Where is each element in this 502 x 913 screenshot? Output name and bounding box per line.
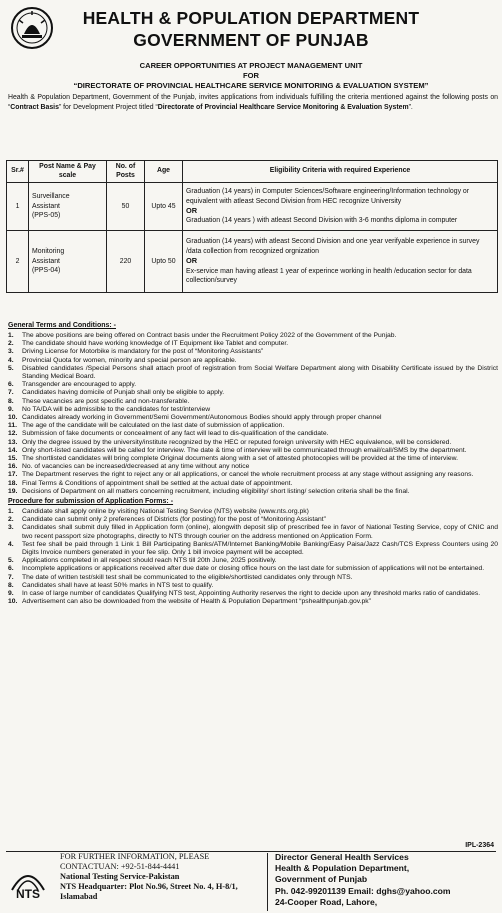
list-item [8,508,498,516]
list-item [8,447,498,455]
list-item-text: The age of the candidate will be calculated on the last date of submission of application. [22,422,285,430]
row-posts: 50 [107,183,145,231]
general-terms-heading: General Terms and Conditions: - [8,322,116,329]
row-age: Upto 50 [145,231,183,293]
list-number: 2. [8,340,14,348]
list-item [8,340,498,348]
list-item-text: Disabled candidates /Special Persons shall attach proof of registration from Social Welfare Department along with Disability Certificate issued by the District Standing Medical Board. [22,364,498,381]
list-number: 10. [8,598,18,606]
list-item [8,348,498,356]
row-eligibility: Graduation (14 years) with atleast Second Division and one year verifyable experience in survey /data collection from recognized orgnization OR Ex-service man having atleast 1 year of experince working in health /education sector for data collection/survey [183,231,498,293]
list-item-text: In case of large number of candidates Qualifying NTS test, Appointing Authority reserves the right to decide upon any threshold marks ratio of candidates. [22,590,481,598]
list-item [8,389,498,397]
list-item-text: Only the degree issued by the university/institute recognized by the HEC or reputed foreign university with HEC equivalence, will be considered. [22,438,452,446]
list-item-text: Test fee shall be paid through 1 Link 1 Bill Participating Banks/ATM/Internet Banking/Mobile Banking/Easy Paisa/Jazz Cash/TCS Express Counters using 20 Digits Invoice numbers generated in your fee slip. Only 1 bill invoice payment will be accepted. [22,540,498,557]
list-number: 12. [8,430,18,438]
list-item-text: Candidate shall apply online by visiting National Testing Service (NTS) website (www.nts.org.pk) [22,508,309,515]
nts-logo-text: NTS [16,887,40,900]
list-item [8,590,498,598]
list-number: 8. [8,397,14,405]
list-item-text: Submission of fake documents or concealment of any fact will lead to dis-qualification of the candidate. [22,430,329,438]
list-item-text: Candidates shall submit duly filled in Application form (online), alongwith deposit slip of prescribed fee in favor of National Testing Service, copy of CNIC and two recent passport size photographs, directly to NTS through courier on the address mentioned on Application Form. [22,524,498,540]
list-number: 14. [8,446,18,454]
list-item-text: Only short-listed candidates will be called for interview. The date & time of interview will be communicated through email/call/SMS by the department. [22,446,467,454]
list-item [8,582,498,590]
list-item [8,516,498,524]
list-item-text: Candidate can submit only 2 preferences of Districts (for posting) for the post of “Monitoring Assistant” [22,516,326,524]
footer [0,852,502,913]
footer-vertical-divider [267,853,268,911]
intro-paragraph: Health & Population Department, Government of the Punjab, invites applications from individuals fulfilling the criteria mentioned against the following posts on “Contract Basis” for Development Project titled “Directorate of Provincial Healthcare Service Monitoring & Evaluation System”. [8,94,498,111]
nts-contact-info: FOR FURTHER INFORMATION, PLEASE CONTACTUAN: +92-51-844-4441 National Testing Service-Pakistan NTS Headquarter: Plot No.96, Street No. 4, H-8/1, Islamabad [60,852,238,901]
list-number: 19. [8,487,18,495]
list-item-text: Candidates shall have at least 50% marks in NTS test to qualify. [22,581,214,589]
list-number: 4. [8,540,14,548]
directorate-heading: “DIRECTORATE OF PROVINCIAL HEALTHCARE SERVICE MONITORING & EVALUATION SYSTEM” [73,81,429,90]
header [0,0,502,56]
list-number: 4. [8,356,14,364]
list-item-text: Provincial Quota for women, minority and special person are applicable. [22,356,237,364]
col-age: Age [145,161,183,183]
list-number: 10. [8,414,18,422]
col-post: Post Name & Pay scale [29,161,107,183]
list-item-text: The shortlisted candidates will bring complete Original documents along with a set of attested photocopies will be provided at the time of interview. [22,455,458,463]
list-number: 9. [8,590,14,598]
nts-logo-icon [6,860,50,900]
list-item [8,480,498,488]
list-item [8,422,498,430]
list-number: 2. [8,516,14,524]
col-posts: No. of Posts [107,161,145,183]
list-item [8,524,498,540]
list-item [8,557,498,565]
list-item-text: The above positions are being offered on Contract basis under the Recruitment Policy 2022 of the Government of the Punjab. [22,332,397,339]
list-item [8,357,498,365]
list-item [8,574,498,582]
row-sr: 1 [7,183,29,231]
list-item [8,455,498,463]
list-item [8,488,498,496]
list-item-text: Final Terms & Conditions of appointment shall be settled at the actual date of appointment. [22,479,293,487]
list-item-text: Advertisement can also be downloaded from the website of Health & Population Department “pshealthpunjab.gov.pk” [22,598,371,606]
list-item-text: No TA/DA will be admissible to the candidates for test/interview [22,405,211,413]
list-number: 8. [8,581,14,589]
list-item [8,463,498,471]
row-eligibility: Graduation (14 years) in Computer Sciences/Software engineering/Information technology or equivalent with atleast Second Division from HEC recognize University OR Graduation (14 years ) with atleast Second Division with 3-6 months diploma in computer [183,183,498,231]
government-title: GOVERNMENT OF PUNJAB [133,30,369,50]
list-item [8,398,498,406]
col-eligibility: Eligibility Criteria with required Experience [183,161,498,183]
career-heading: CAREER OPPORTUNITIES AT PROJECT MANAGEMENT UNIT [139,61,363,70]
list-item [8,541,498,557]
list-number: 16. [8,463,18,471]
list-number: 9. [8,405,14,413]
row-post: Monitoring Assistant (PPS-04) [29,231,107,293]
list-number: 5. [8,364,14,372]
list-item [8,381,498,389]
list-item [8,598,498,606]
col-sr: Sr.# [7,161,29,183]
procedure-list [8,508,498,606]
list-item-text: Candidates already working in Government/Semi Government/Autonomous Bodies should apply through proper channel [22,414,382,422]
list-number: 1. [8,508,14,515]
list-item [8,565,498,573]
list-number: 6. [8,381,14,389]
list-item-text: Applications completed in all respect should reach NTS till 20th June, 2025 positively. [22,557,277,565]
list-item-text: The Department reserves the right to reject any or all applications, or cancel the whole recruitment process at any stage without assigning any reasons. [22,471,474,479]
list-number: 11. [8,422,18,430]
procedure-heading: Procedure for submission of Application Forms: - [8,498,174,505]
row-age: Upto 45 [145,183,183,231]
general-terms-list [8,332,498,496]
list-number: 3. [8,524,14,532]
posts-table [6,160,498,293]
department-title: HEALTH & POPULATION DEPARTMENT [82,8,420,28]
row-sr: 2 [7,231,29,293]
list-number: 3. [8,348,14,356]
list-item-text: These vacancies are post specific and non-transferable. [22,397,190,405]
list-number: 15. [8,455,18,463]
row-post: Surveillance Assistant (PPS-05) [29,183,107,231]
list-number: 7. [8,389,14,397]
list-number: 18. [8,479,18,487]
table-row [7,183,498,231]
list-number: 6. [8,565,14,573]
list-item-text: Incomplete applications or applications received after due date or closing office hours on the last date for submission of applications will not be entertained. [22,565,485,573]
ipl-number: IPL-2364 [465,842,494,849]
table-header-row [7,161,498,183]
list-number: 17. [8,471,18,479]
list-item-text: The date of written test/skill test shall be communicated to the eligible/shortlisted candidates only through NTS. [22,573,353,581]
list-item [8,471,498,479]
list-item-text: Driving License for Motorbike is mandatory for the post of “Monitoring Assistants” [22,348,264,356]
row-posts: 220 [107,231,145,293]
for-heading: FOR [242,71,260,80]
list-item [8,430,498,438]
list-item-text: The candidate should have working knowledge of IT Equipment like Tablet and computer. [22,340,289,348]
list-item-text: Decisions of Department on all matters concerning recruitment, including eligibility/ short listing/ selection criteria shall be the final. [22,487,410,495]
list-item [8,332,498,340]
list-item-text: No. of vacancies can be increased/decreased at any time without any notice [22,463,250,471]
list-item-text: Candidates having domicile of Punjab shall only be eligible to apply. [22,389,225,397]
list-item [8,365,498,381]
list-number: 1. [8,332,14,339]
director-contact-block: Director General Health Services Health & Population Department, Government of Punjab Ph. 042-99201139 Email: dghs@yahoo.com 24-Cooper Road, Lahore, [275,852,451,907]
list-item [8,414,498,422]
list-item [8,406,498,414]
list-number: 13. [8,438,18,446]
list-number: 7. [8,573,14,581]
list-number: 5. [8,557,14,565]
table-row [7,231,498,293]
list-item [8,439,498,447]
list-item-text: Transgender are encouraged to apply. [22,381,137,389]
